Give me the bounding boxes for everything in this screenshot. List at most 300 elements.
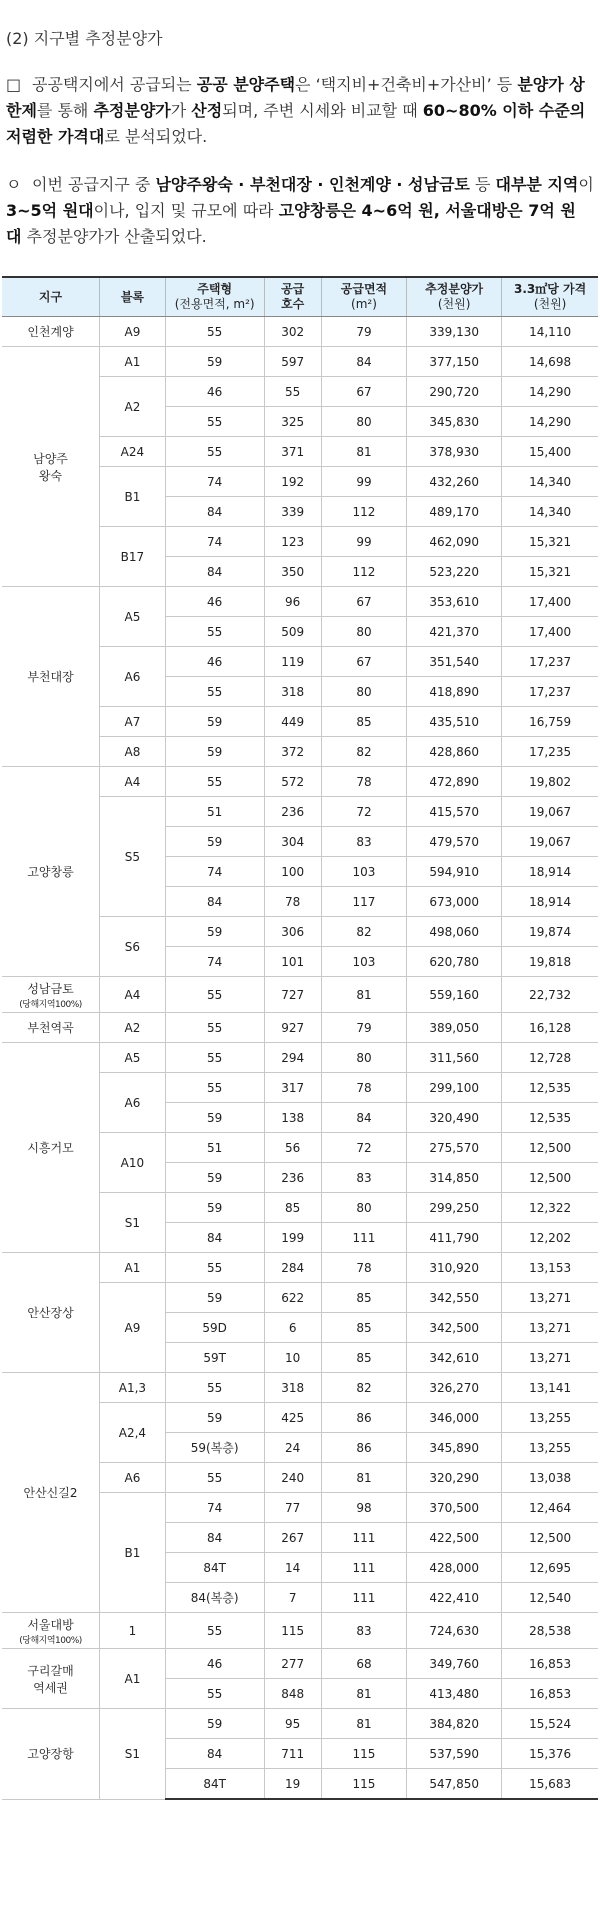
per-pyeong-cell: 17,400 [502,617,598,647]
type-cell: 74 [165,857,264,887]
type-cell: 55 [165,767,264,797]
block-cell: A8 [100,737,166,767]
per-pyeong-cell: 16,128 [502,1013,598,1043]
area-cell: 78 [321,767,406,797]
per-pyeong-cell: 12,535 [502,1103,598,1133]
area-cell: 98 [321,1493,406,1523]
type-cell: 55 [165,1073,264,1103]
circle-bullet-icon: ㅇ [6,175,22,194]
per-pyeong-cell: 12,728 [502,1043,598,1073]
header-type-sub: (전용면적, m²) [174,297,255,311]
price-cell: 342,550 [407,1283,502,1313]
units-cell: 325 [264,407,321,437]
price-cell: 537,590 [407,1739,502,1769]
per-pyeong-cell: 14,290 [502,377,598,407]
per-pyeong-cell: 17,235 [502,737,598,767]
district-cell [2,1373,100,1613]
per-pyeong-cell: 14,340 [502,467,598,497]
units-cell: 302 [264,317,321,347]
area-cell: 78 [321,1073,406,1103]
para2-segment: 이나, 입지 및 규모에 따라 [93,201,279,220]
units-cell: 597 [264,347,321,377]
type-cell: 51 [165,797,264,827]
type-cell: 59 [165,827,264,857]
block-cell: S1 [100,1709,166,1800]
area-cell: 111 [321,1583,406,1613]
price-cell: 724,630 [407,1613,502,1649]
price-cell: 351,540 [407,647,502,677]
price-table [2,276,598,1800]
district-name: 인천계양 [27,325,74,339]
type-cell: 55 [165,1043,264,1073]
block-cell: B1 [100,467,166,527]
type-cell: 84T [165,1553,264,1583]
per-pyeong-cell: 19,067 [502,827,598,857]
units-cell: 14 [264,1553,321,1583]
price-cell: 370,500 [407,1493,502,1523]
type-cell: 59 [165,707,264,737]
area-cell: 83 [321,1163,406,1193]
type-cell: 46 [165,377,264,407]
block-cell: A1,3 [100,1373,166,1403]
units-cell: 572 [264,767,321,797]
area-cell: 67 [321,587,406,617]
per-pyeong-cell: 15,376 [502,1739,598,1769]
price-cell: 378,930 [407,437,502,467]
per-pyeong-cell: 15,683 [502,1769,598,1800]
units-cell: 339 [264,497,321,527]
price-cell: 673,000 [407,887,502,917]
price-cell: 422,500 [407,1523,502,1553]
area-cell: 81 [321,437,406,467]
type-cell: 74 [165,467,264,497]
block-cell: S1 [100,1193,166,1253]
para2-segment: 이 [578,175,594,194]
units-cell: 284 [264,1253,321,1283]
block-cell: A6 [100,1463,166,1493]
paragraph-district-summary [6,172,594,250]
area-cell: 67 [321,377,406,407]
district-name: 부천대장 [27,670,74,684]
area-cell: 82 [321,1373,406,1403]
para2-segment: 이번 공급지구 중 [32,175,156,194]
type-cell: 84 [165,1223,264,1253]
para2-segment: 고양창릉은 4~6억 원, 서울대방은 7억 원 대 [6,201,576,246]
header-area-sub: (m²) [351,297,377,311]
block-cell: A5 [100,587,166,647]
para1-segment: 로 분석되었다. [104,127,208,146]
table-row [2,767,598,797]
per-pyeong-cell: 12,695 [502,1553,598,1583]
table-row [2,977,598,1013]
price-cell: 422,410 [407,1583,502,1613]
block-cell: A24 [100,437,166,467]
para2-segment: 등 [469,175,496,194]
type-cell: 84 [165,557,264,587]
header-type [165,277,264,317]
header-units [264,277,321,317]
units-cell: 24 [264,1433,321,1463]
per-pyeong-cell: 15,400 [502,437,598,467]
block-cell: A6 [100,647,166,707]
district-name: 고양장항 [27,1747,74,1762]
price-cell: 345,890 [407,1433,502,1463]
price-cell: 384,820 [407,1709,502,1739]
type-cell: 55 [165,1373,264,1403]
area-cell: 99 [321,467,406,497]
district-cell [2,977,100,1013]
table-row [2,1373,598,1403]
price-cell: 523,220 [407,557,502,587]
header-price-sub: (천원) [437,297,471,311]
district-name: 서울대방 [27,1617,74,1632]
block-cell: A9 [100,1283,166,1373]
paragraph-price-ceiling [6,72,594,150]
per-pyeong-cell: 17,237 [502,647,598,677]
price-cell: 479,570 [407,827,502,857]
para1-segment: 분양가 상한제 [6,75,585,120]
price-cell: 435,510 [407,707,502,737]
district-note: (당해지역100%) [19,1635,82,1646]
per-pyeong-cell: 13,141 [502,1373,598,1403]
price-cell: 320,490 [407,1103,502,1133]
units-cell: 622 [264,1283,321,1313]
para2-segment: 대부분 지역 [495,175,579,194]
price-cell: 547,850 [407,1769,502,1800]
per-pyeong-cell: 15,524 [502,1709,598,1739]
price-cell: 346,000 [407,1403,502,1433]
table-row [2,1253,598,1283]
units-cell: 425 [264,1403,321,1433]
type-cell: 55 [165,1613,264,1649]
block-cell: A1 [100,1253,166,1283]
district-cell [2,587,100,767]
type-cell: 59 [165,1283,264,1313]
type-cell: 46 [165,647,264,677]
price-cell: 389,050 [407,1013,502,1043]
area-cell: 85 [321,707,406,737]
type-cell: 59 [165,347,264,377]
units-cell: 711 [264,1739,321,1769]
area-cell: 82 [321,737,406,767]
per-pyeong-cell: 13,255 [502,1403,598,1433]
type-cell: 59(복층) [165,1433,264,1463]
area-cell: 112 [321,557,406,587]
table-row [2,1613,598,1649]
units-cell: 509 [264,617,321,647]
price-cell: 342,500 [407,1313,502,1343]
per-pyeong-cell: 14,698 [502,347,598,377]
header-per-label: 3.3㎡당 가격 [513,282,587,296]
area-cell: 80 [321,617,406,647]
per-pyeong-cell: 13,271 [502,1343,598,1373]
district-name: 구리갈매 역세권 [27,1663,74,1695]
table-row [2,347,598,377]
section-heading: (2) 지구별 추정분양가 [6,29,163,48]
area-cell: 115 [321,1769,406,1800]
type-cell: 55 [165,977,264,1013]
block-cell: 1 [100,1613,166,1649]
area-cell: 81 [321,1679,406,1709]
type-cell: 84(복층) [165,1583,264,1613]
area-cell: 80 [321,407,406,437]
table-header-row [2,277,598,317]
units-cell: 318 [264,677,321,707]
para2-segment: 남양주왕숙 · 부천대장 · 인천계양 · 성남금토 [155,175,470,194]
district-cell [2,347,100,587]
units-cell: 55 [264,377,321,407]
district-cell [2,1613,100,1649]
type-cell: 59T [165,1343,264,1373]
district-name: 부천역곡 [27,1021,74,1035]
block-cell: A1 [100,347,166,377]
header-area-label: 공급면적 [340,282,388,296]
type-cell: 51 [165,1133,264,1163]
units-cell: 123 [264,527,321,557]
units-cell: 78 [264,887,321,917]
per-pyeong-cell: 18,914 [502,887,598,917]
type-cell: 74 [165,527,264,557]
per-pyeong-cell: 12,322 [502,1193,598,1223]
per-pyeong-cell: 13,271 [502,1283,598,1313]
block-cell: A9 [100,317,166,347]
header-units-label: 공급 [281,282,305,296]
district-name: 안산장상 [27,1306,74,1320]
units-cell: 277 [264,1649,321,1679]
price-cell: 311,560 [407,1043,502,1073]
area-cell: 86 [321,1403,406,1433]
header-type-label: 주택형 [197,282,233,296]
area-cell: 117 [321,887,406,917]
para1-segment: 되며, 주변 시세와 비교할 때 [222,101,423,120]
price-cell: 342,610 [407,1343,502,1373]
units-cell: 19 [264,1769,321,1800]
units-cell: 372 [264,737,321,767]
price-cell: 310,920 [407,1253,502,1283]
area-cell: 111 [321,1553,406,1583]
district-cell [2,1013,100,1043]
price-cell: 462,090 [407,527,502,557]
area-cell: 80 [321,1043,406,1073]
para1-segment: 를 통해 [36,101,94,120]
area-cell: 103 [321,857,406,887]
area-cell: 72 [321,1133,406,1163]
per-pyeong-cell: 15,321 [502,557,598,587]
per-pyeong-cell: 14,290 [502,407,598,437]
type-cell: 59 [165,737,264,767]
per-pyeong-cell: 12,500 [502,1133,598,1163]
per-pyeong-cell: 19,874 [502,917,598,947]
units-cell: 306 [264,917,321,947]
per-pyeong-cell: 28,538 [502,1613,598,1649]
price-cell: 559,160 [407,977,502,1013]
area-cell: 82 [321,917,406,947]
price-cell: 275,570 [407,1133,502,1163]
type-cell: 59D [165,1313,264,1343]
price-cell: 339,130 [407,317,502,347]
per-pyeong-cell: 22,732 [502,977,598,1013]
per-pyeong-cell: 16,853 [502,1649,598,1679]
type-cell: 59 [165,917,264,947]
district-cell [2,1709,100,1800]
units-cell: 317 [264,1073,321,1103]
block-cell: A2,4 [100,1403,166,1463]
block-cell: A2 [100,377,166,437]
per-pyeong-cell: 12,500 [502,1163,598,1193]
block-cell: S5 [100,797,166,917]
district-note: (당해지역100%) [19,999,82,1010]
units-cell: 927 [264,1013,321,1043]
type-cell: 84 [165,887,264,917]
type-cell: 74 [165,1493,264,1523]
block-cell: A1 [100,1649,166,1709]
price-cell: 299,250 [407,1193,502,1223]
para1-segment: 산정 [191,101,223,120]
header-area [321,277,406,317]
type-cell: 84T [165,1769,264,1800]
block-cell: A5 [100,1043,166,1073]
district-cell [2,1253,100,1373]
units-cell: 727 [264,977,321,1013]
price-cell: 345,830 [407,407,502,437]
area-cell: 99 [321,527,406,557]
units-cell: 294 [264,1043,321,1073]
district-cell [2,317,100,347]
per-pyeong-cell: 12,202 [502,1223,598,1253]
price-cell: 428,860 [407,737,502,767]
district-cell [2,1043,100,1253]
per-pyeong-cell: 13,271 [502,1313,598,1343]
units-cell: 6 [264,1313,321,1343]
units-cell: 115 [264,1613,321,1649]
type-cell: 55 [165,317,264,347]
table-row [2,1013,598,1043]
table-row [2,1709,598,1739]
per-pyeong-cell: 19,802 [502,767,598,797]
units-cell: 77 [264,1493,321,1523]
type-cell: 59 [165,1403,264,1433]
units-cell: 95 [264,1709,321,1739]
price-cell: 377,150 [407,347,502,377]
para1-segment: 추정분양가 [93,101,171,120]
header-per-sub: (천원) [533,297,567,311]
type-cell: 59 [165,1193,264,1223]
area-cell: 111 [321,1523,406,1553]
units-cell: 7 [264,1583,321,1613]
district-cell [2,767,100,977]
block-cell: A7 [100,707,166,737]
units-cell: 267 [264,1523,321,1553]
area-cell: 85 [321,1343,406,1373]
block-cell: B17 [100,527,166,587]
price-cell: 489,170 [407,497,502,527]
header-district: 지구 [2,277,100,317]
type-cell: 55 [165,407,264,437]
area-cell: 68 [321,1649,406,1679]
price-cell: 299,100 [407,1073,502,1103]
area-cell: 86 [321,1433,406,1463]
units-cell: 138 [264,1103,321,1133]
price-cell: 418,890 [407,677,502,707]
block-cell: S6 [100,917,166,977]
units-cell: 192 [264,467,321,497]
para2-segment: 3~5억 원대 [6,201,94,220]
type-cell: 59 [165,1163,264,1193]
area-cell: 79 [321,317,406,347]
per-pyeong-cell: 12,535 [502,1073,598,1103]
type-cell: 55 [165,1013,264,1043]
price-cell: 415,570 [407,797,502,827]
area-cell: 72 [321,797,406,827]
district-name: 시흥거모 [27,1141,74,1155]
price-cell: 594,910 [407,857,502,887]
units-cell: 449 [264,707,321,737]
units-cell: 236 [264,1163,321,1193]
type-cell: 55 [165,437,264,467]
table-row [2,1043,598,1073]
header-price-label: 추정분양가 [425,282,484,296]
price-cell: 428,000 [407,1553,502,1583]
per-pyeong-cell: 19,067 [502,797,598,827]
type-cell: 55 [165,677,264,707]
price-cell: 432,260 [407,467,502,497]
price-cell: 498,060 [407,917,502,947]
units-cell: 56 [264,1133,321,1163]
block-cell: A2 [100,1013,166,1043]
area-cell: 83 [321,1613,406,1649]
block-cell: A4 [100,767,166,797]
per-pyeong-cell: 16,853 [502,1679,598,1709]
type-cell: 59 [165,1103,264,1133]
area-cell: 79 [321,1013,406,1043]
price-cell: 421,370 [407,617,502,647]
district-name: 남양주 왕숙 [33,451,68,483]
area-cell: 80 [321,1193,406,1223]
district-name: 고양창릉 [27,865,74,879]
block-cell: A6 [100,1073,166,1133]
price-cell: 411,790 [407,1223,502,1253]
area-cell: 81 [321,1463,406,1493]
units-cell: 236 [264,797,321,827]
table-row [2,1649,598,1679]
area-cell: 81 [321,977,406,1013]
type-cell: 55 [165,1253,264,1283]
price-cell: 620,780 [407,947,502,977]
per-pyeong-cell: 17,237 [502,677,598,707]
price-cell: 349,760 [407,1649,502,1679]
area-cell: 67 [321,647,406,677]
units-cell: 371 [264,437,321,467]
price-cell: 290,720 [407,377,502,407]
per-pyeong-cell: 15,321 [502,527,598,557]
price-cell: 326,270 [407,1373,502,1403]
units-cell: 318 [264,1373,321,1403]
header-per-pyeong [502,277,598,317]
para1-segment: 가 [170,101,192,120]
per-pyeong-cell: 13,038 [502,1463,598,1493]
area-cell: 115 [321,1739,406,1769]
para2-segment: 추정분양가가 산출되었다. [21,227,207,246]
per-pyeong-cell: 12,500 [502,1523,598,1553]
block-cell: A10 [100,1133,166,1193]
per-pyeong-cell: 13,153 [502,1253,598,1283]
per-pyeong-cell: 12,540 [502,1583,598,1613]
units-cell: 119 [264,647,321,677]
per-pyeong-cell: 13,255 [502,1433,598,1463]
para1-segment: 공공 분양주택 [196,75,296,94]
square-bullet-icon: □ [6,75,22,94]
area-cell: 80 [321,677,406,707]
